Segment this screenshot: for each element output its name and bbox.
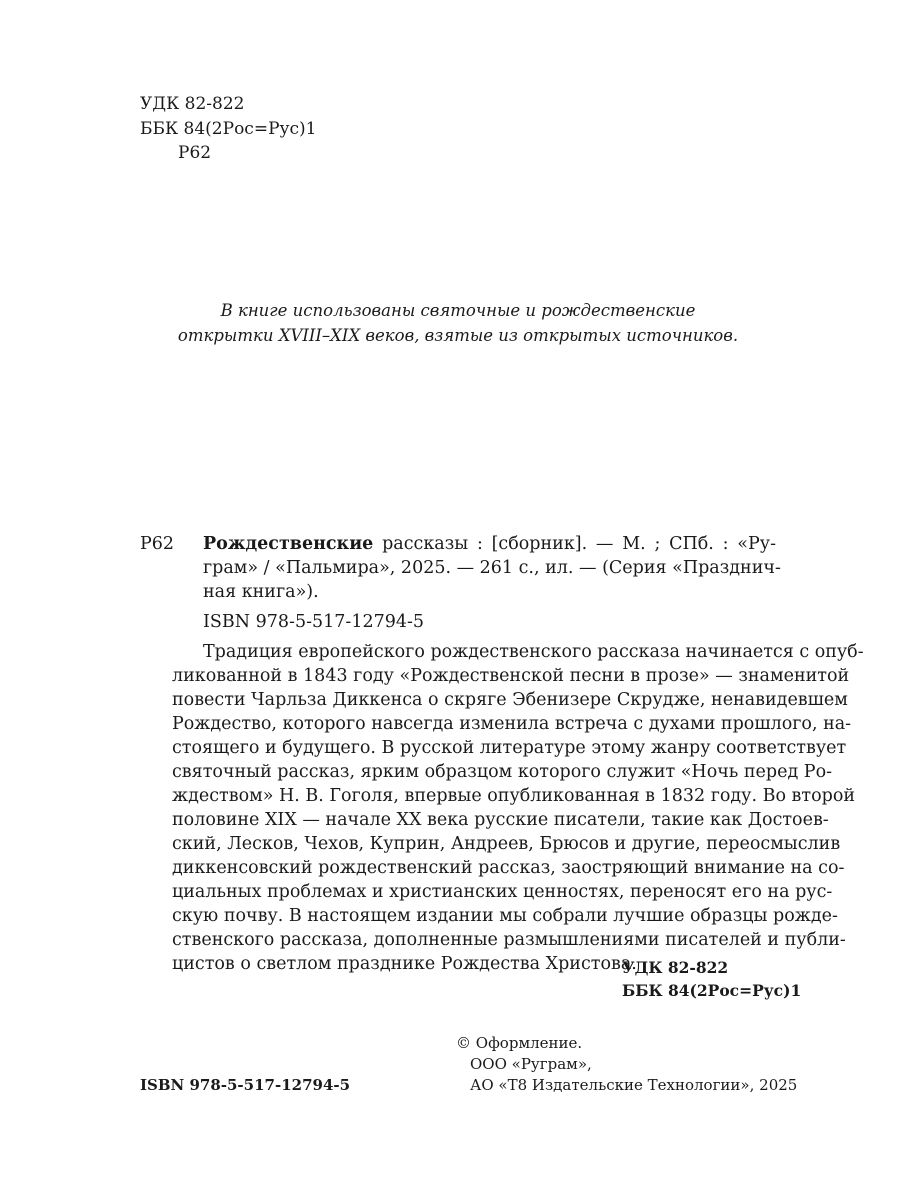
udk-code: УДК 82-822 [140, 94, 245, 114]
catalog-line: ная книга»). [203, 582, 319, 602]
catalog-udk: УДК 82-822 [622, 958, 729, 977]
catalog-isbn: ISBN 978-5-517-12794-5 [203, 612, 425, 632]
annotation-line: ский, Лесков, Чехов, Куприн, Андреев, Брюсов и другие, переосмыслив [172, 834, 841, 854]
annotation-line: половине XIX — начале XX века русские писатели, такие как Достоев- [172, 810, 829, 830]
annotation-line: повести Чарльза Диккенса о скряге Эбенизере Скрудже, ненавидевшем [172, 690, 848, 710]
annotation-line: Рождество, которого навсегда изменила встреча с духами прошлого, на- [172, 714, 852, 734]
annotation-line: святочный рассказ, ярким образцом которого служит «Ночь перед Ро- [172, 762, 833, 782]
annotation-line: ликованной в 1843 году «Рождественской песни в прозе» — знаменитой [172, 666, 850, 686]
catalog-bbk: ББК 84(2Рос=Рус)1 [622, 981, 802, 1000]
footer-isbn: ISBN 978-5-517-12794-5 [140, 1076, 351, 1094]
annotation-line: стоящего и будущего. В русской литературе этому жанру соответствует [172, 738, 847, 758]
catalog-line: грам» / «Пальмира», 2025. — 261 с., ил. — (Серия «Празднич- [203, 558, 781, 578]
annotation-line: диккенсовский рождественский рассказ, заостряющий внимание на со- [172, 858, 845, 878]
catalog-title-rest: рассказы : [сборник]. — М. ; СПб. : «Ру- [382, 534, 776, 554]
annotation-line: ждеством» Н. В. Гоголя, впервые опубликованная в 1832 году. Во второй [172, 786, 856, 806]
catalog-title-line [203, 532, 776, 556]
copyright-line: © Оформление. [456, 1034, 583, 1052]
catalog-title-line-text [203, 532, 776, 556]
annotation-line: скую почву. В настоящем издании мы собрали лучшие образцы рожде- [172, 906, 838, 926]
copyright-line: АО «Т8 Издательские Технологии», 2025 [470, 1076, 798, 1094]
catalog-title: Рождественские [203, 534, 374, 554]
illustration-note [140, 298, 776, 348]
bbk-code: ББК 84(2Рос=Рус)1 [140, 119, 317, 139]
illustration-note-line: В книге использованы святочные и рождественские [220, 301, 696, 320]
annotation-line: Традиция европейского рождественского рассказа начинается с опуб- [203, 642, 864, 662]
catalog-sign: Р62 [140, 534, 175, 554]
annotation-line: цистов о светлом празднике Рождества Христова. [172, 954, 637, 974]
annotation-line: ственского рассказа, дополненные размышлениями писателей и публи- [172, 930, 846, 950]
copyright-line: ООО «Руграм», [470, 1055, 592, 1073]
author-sign: Р62 [178, 143, 212, 163]
illustration-note-line: открытки XVIII–XIX веков, взятые из открытых источников. [177, 326, 739, 345]
annotation-line: циальных проблемах и христианских ценностях, переносят его на рус- [172, 882, 833, 902]
